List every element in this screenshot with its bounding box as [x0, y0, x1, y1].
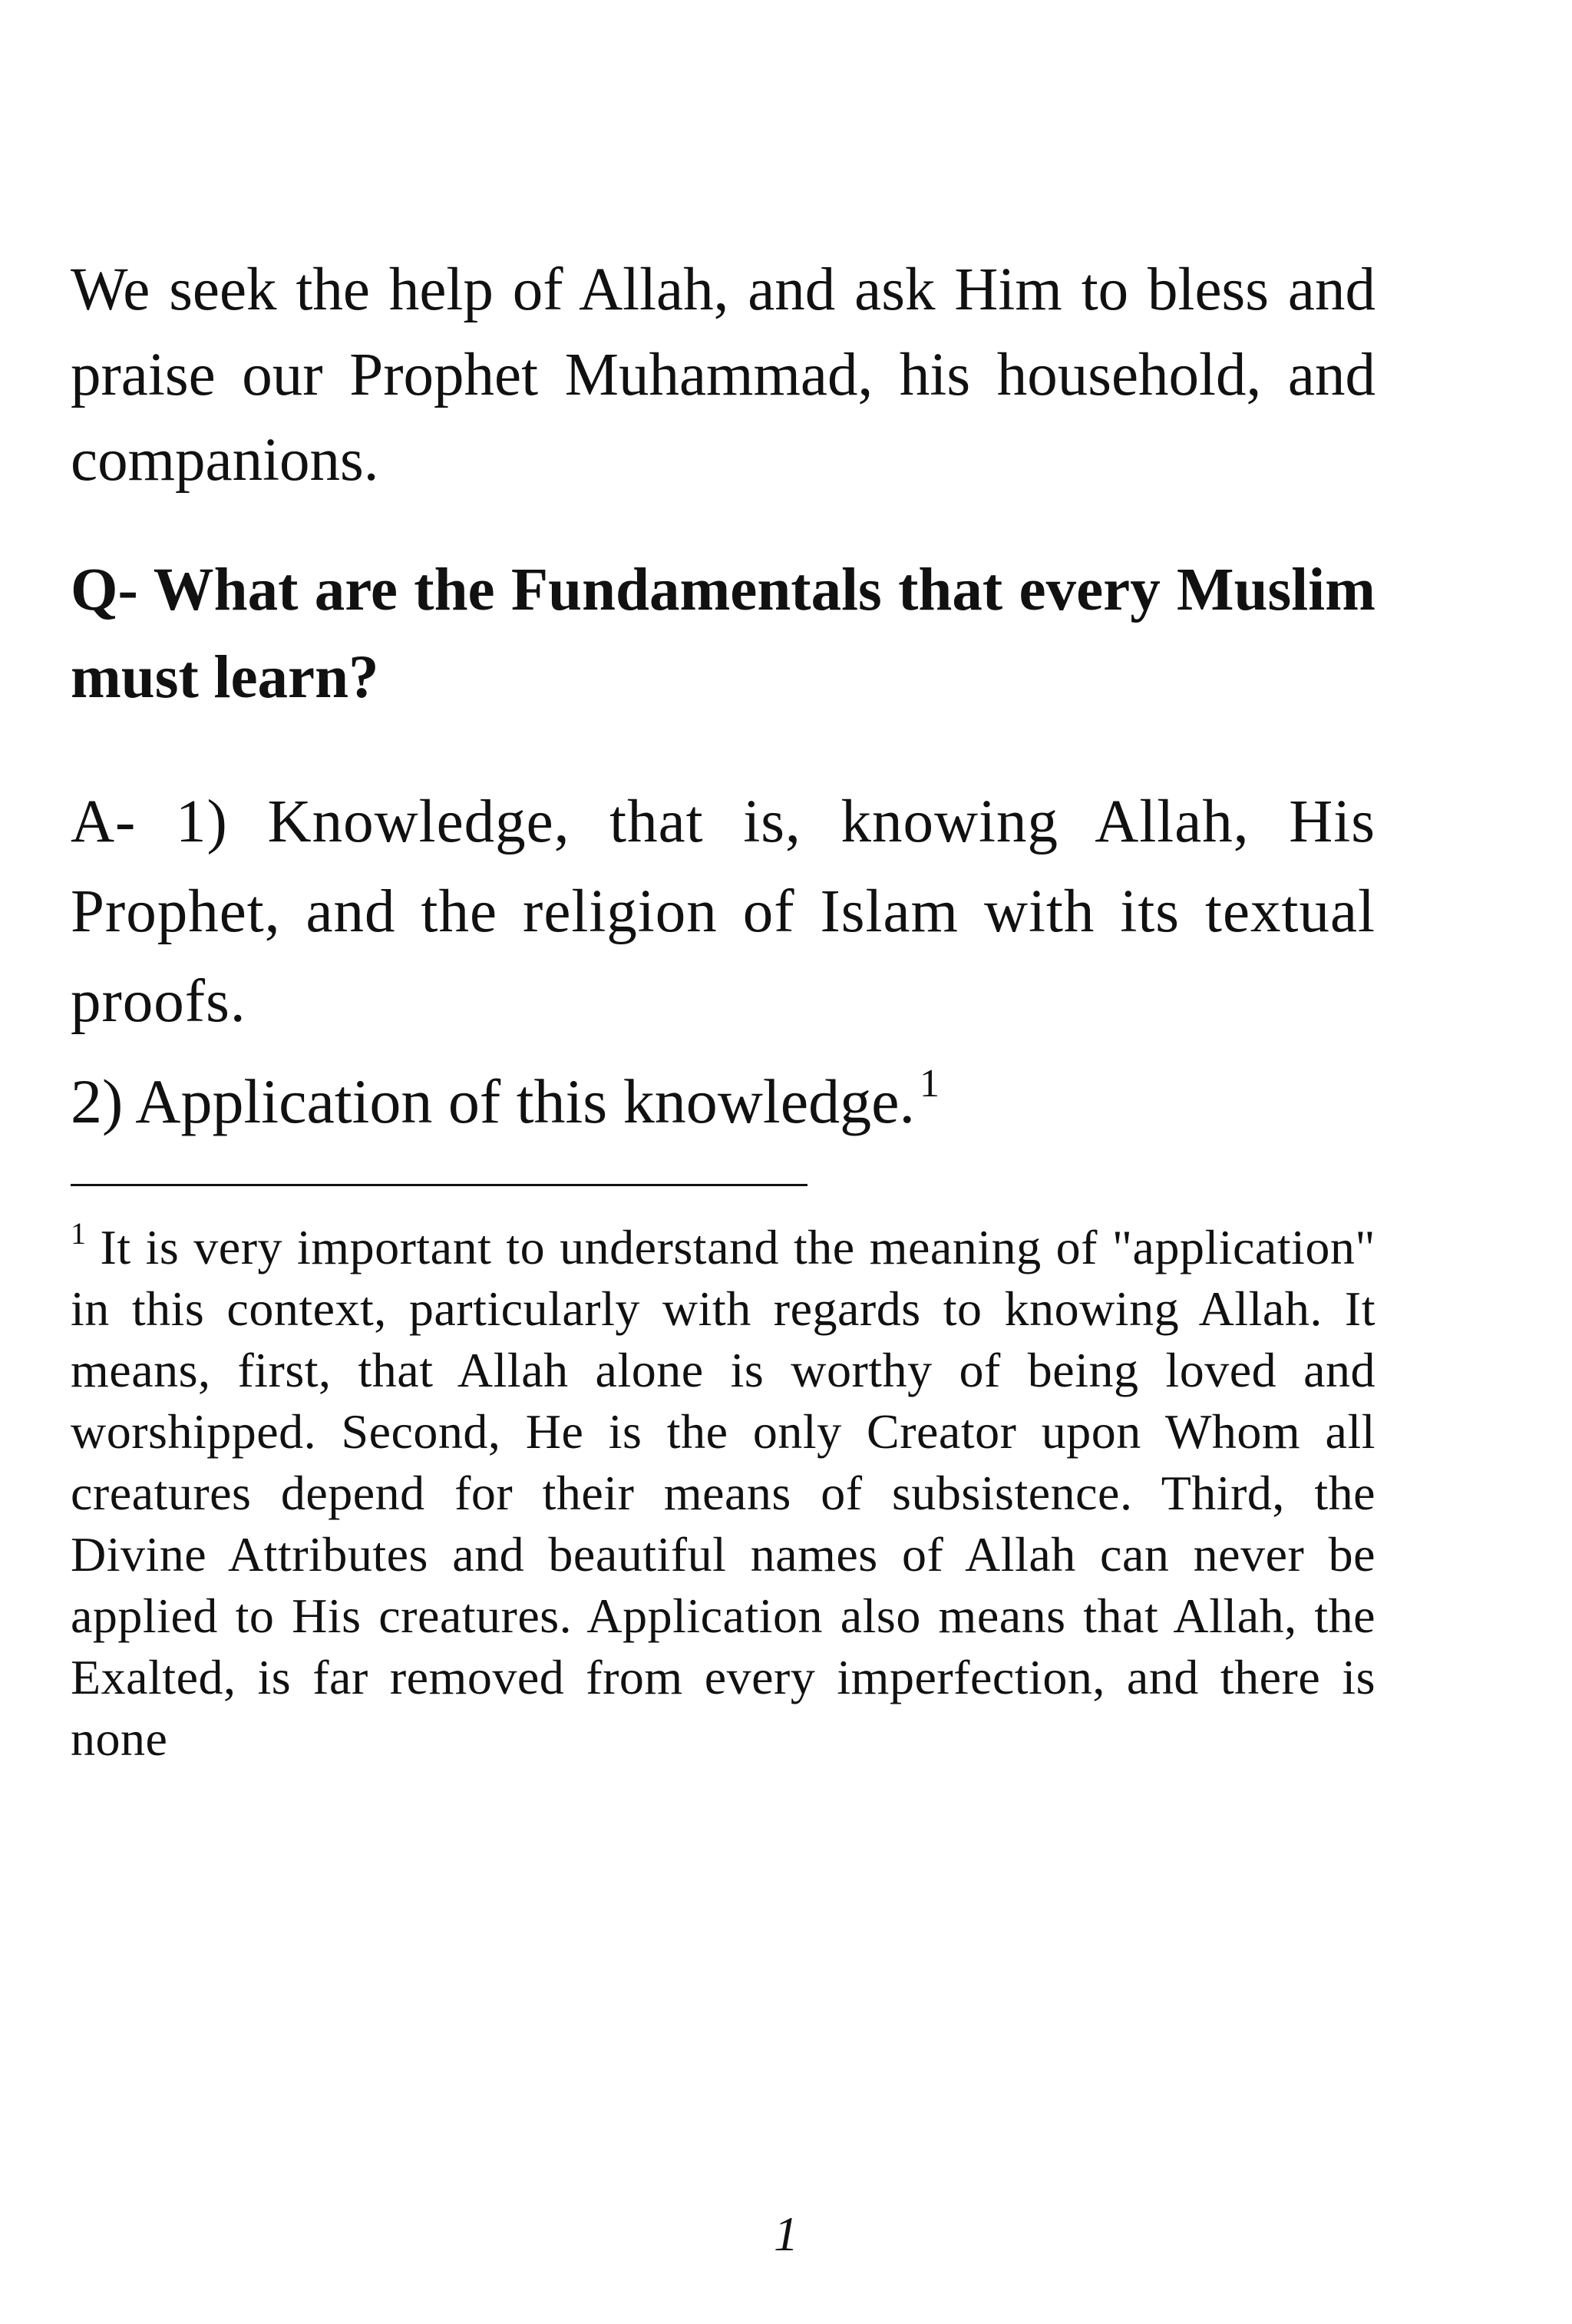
- question-heading: Q- What are the Fundamentals that every Muslim must learn?: [71, 557, 1376, 711]
- intro-paragraph: We seek the help of Allah, and ask Him to bless and praise our Prophet Muhammad, his household, and companions.: [71, 256, 1376, 494]
- footnote-paragraph: [71, 1217, 1376, 1770]
- answer-application-text: 2) Application of this knowledge.: [71, 1066, 915, 1136]
- footnote-text: It is very important to understand the meaning of "application" in this context, particularly with regards to knowing Allah. It means, first, that Allah alone is worthy of being loved and worshipped. Second, He is the only Creator upon Whom all creatures depend for their means of subsistence. Third, the Divine Attributes and beautiful names of Allah can never be applied to His creatures. Application also means that Allah, the Exalted, is far removed from every imperfection, and there is none: [71, 1220, 1376, 1766]
- footnote-reference: 1: [920, 1062, 940, 1106]
- answer-knowledge-paragraph: A- 1) Knowledge, that is, knowing Allah, His Prophet, and the religion of Islam with its textual proofs.: [71, 788, 1376, 1035]
- answer-application-paragraph: [71, 1060, 1376, 1144]
- footnote-divider: [71, 1184, 807, 1186]
- page-number: 1: [774, 2207, 798, 2261]
- footnote-marker: 1: [71, 1216, 87, 1251]
